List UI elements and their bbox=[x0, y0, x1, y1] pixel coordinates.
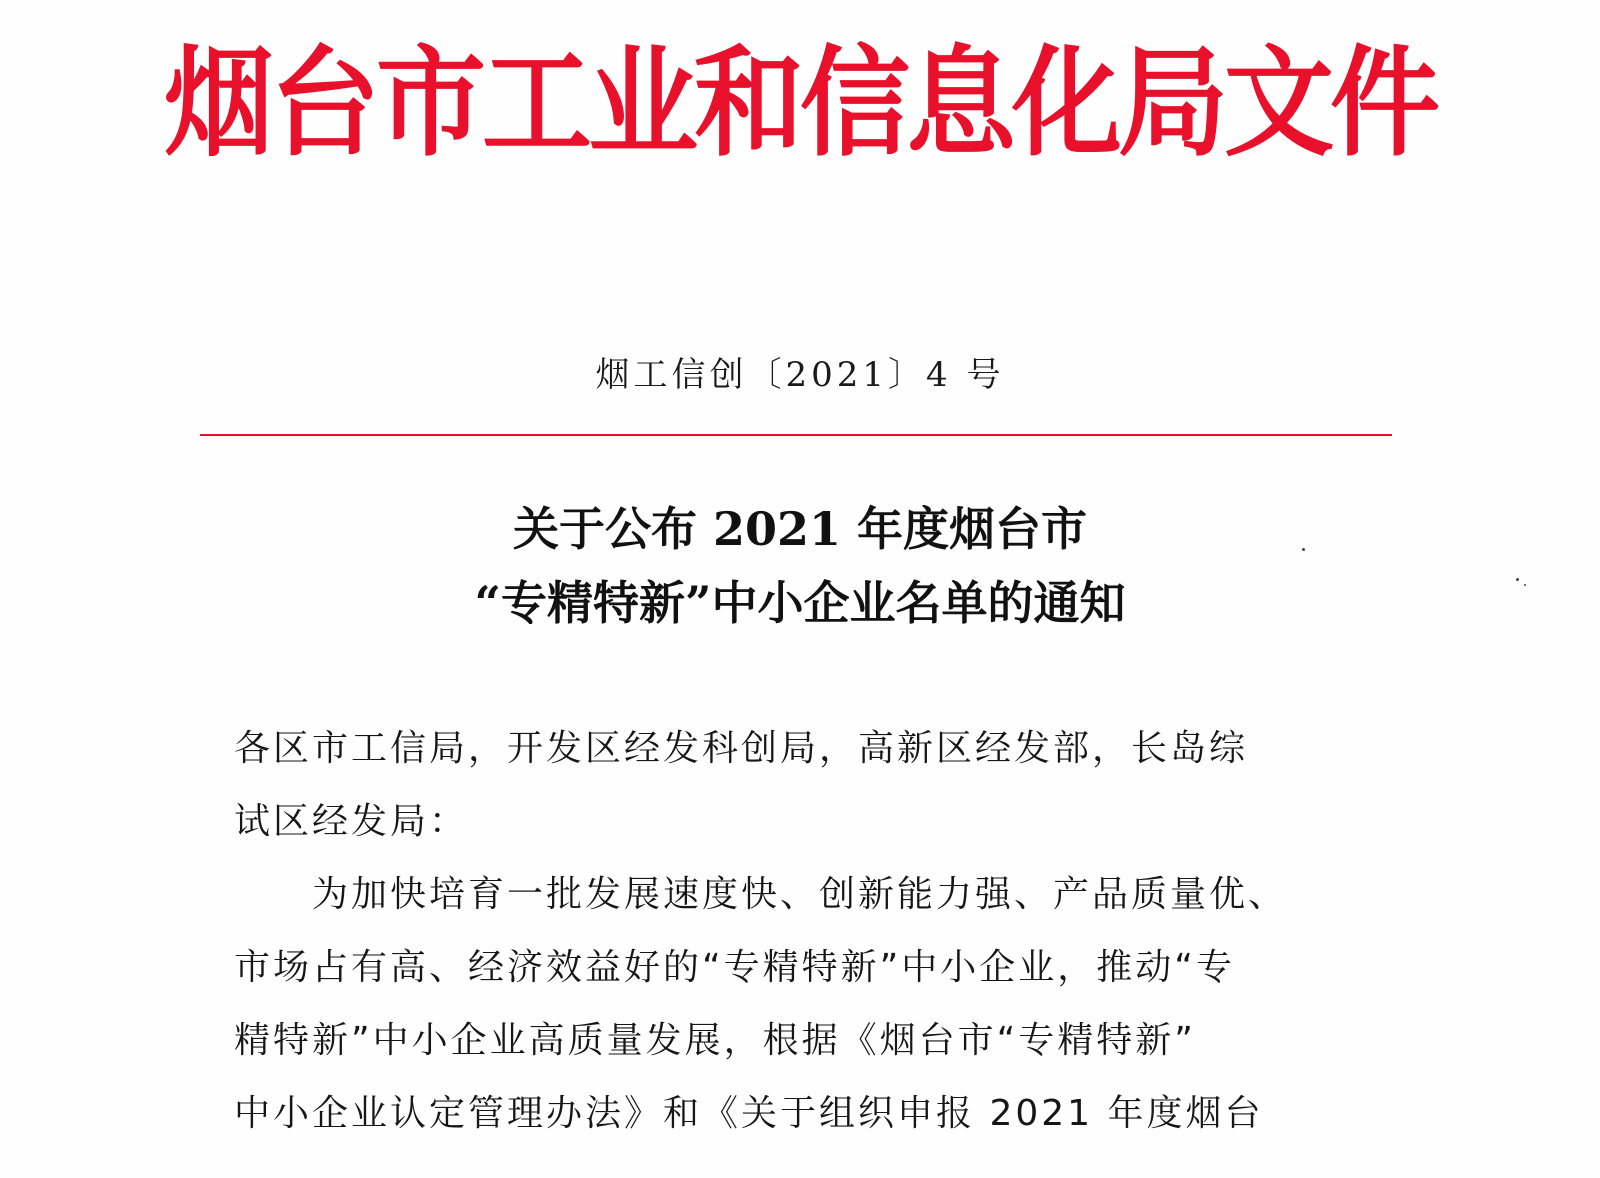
scan-speck bbox=[1516, 578, 1519, 581]
document-number: 烟工信创〔2021〕4 号 bbox=[595, 355, 1005, 395]
red-divider-line bbox=[200, 434, 1392, 436]
body-line: 为加快培育一批发展速度快、创新能力强、产品质量优、 bbox=[234, 874, 1288, 915]
document-title-line-2: “专精特新”中小企业名单的通知 bbox=[474, 576, 1126, 630]
scan-speck bbox=[1524, 584, 1526, 586]
document-title bbox=[0, 492, 1600, 640]
body-line: 各区市工信局，开发区经发科创局，高新区经发部，长岛综 bbox=[234, 728, 1249, 769]
scan-speck bbox=[1302, 548, 1305, 551]
body-line: 中小企业认定管理办法》和《关于组织申报 2021 年度烟台 bbox=[234, 1093, 1264, 1134]
body-line: 市场占有高、经济效益好的“专精特新”中小企业，推动“专 bbox=[234, 947, 1235, 988]
body-line: 试区经发局： bbox=[234, 801, 469, 842]
masthead-title: 烟台市工业和信息化局文件 bbox=[164, 33, 1436, 173]
body-line: 精特新”中小企业高质量发展，根据《烟台市“专精特新” bbox=[234, 1020, 1196, 1061]
document-title-line-1: 关于公布 2021 年度烟台市 bbox=[512, 502, 1088, 556]
document-body bbox=[234, 712, 1344, 1150]
